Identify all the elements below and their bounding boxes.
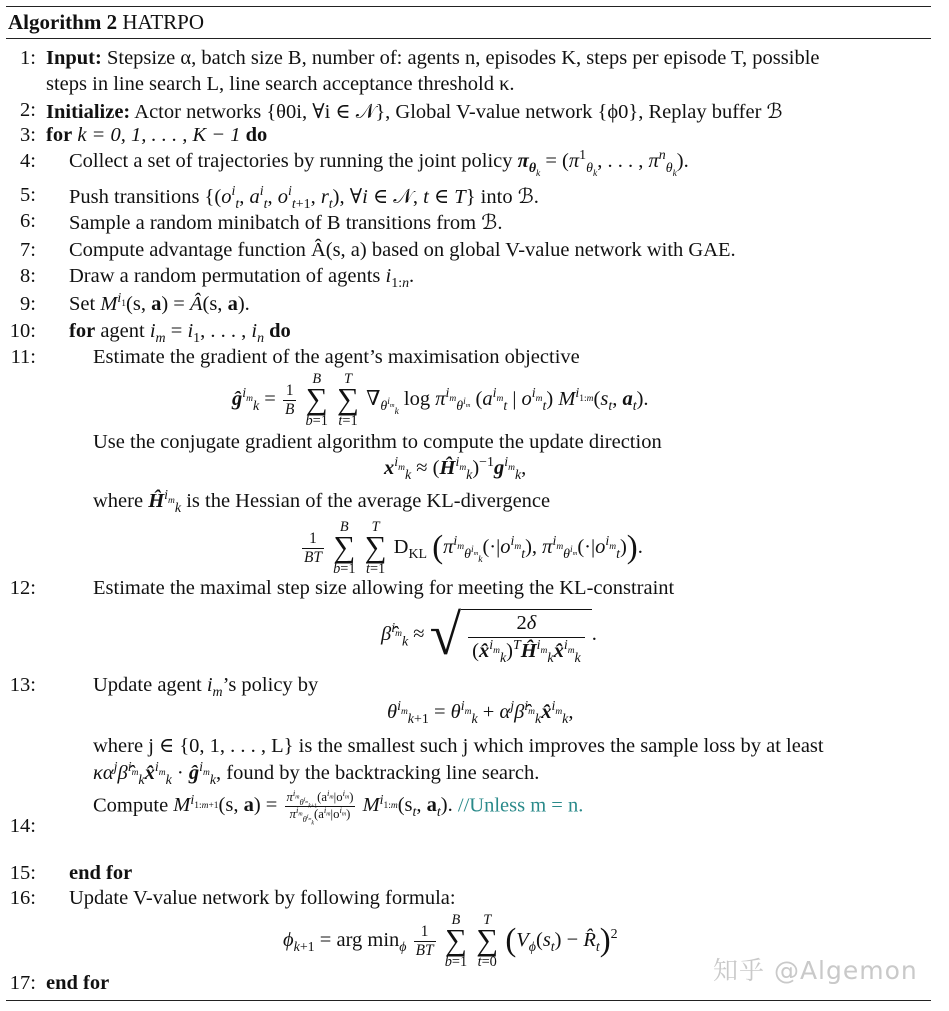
line-2 xyxy=(46,99,783,124)
line-1-cont: steps in line search L, line search acceptance threshold κ. xyxy=(46,73,515,95)
line-12: Estimate the maximal step size allowing for meeting the KL-constraint xyxy=(93,577,675,599)
gradient-equation: $ĝ^{i_m}_k$ = $\frac{1}{B}$ B ∑ b=1 T ∑ t=1 $\nabla_{\theta^{i_m}_k}$ $\log \pi^{i_m}_{\theta^{i_m}}$ ($a^{i_m}_t$ | $o^{i_m}_t$) $M^{i_{1:m}}(s_t$, $a_t$). xyxy=(232,371,649,430)
value-update-equation: $\phi_{k+1}$ = arg $\min_\phi$ $\frac{1}{BT}$ B ∑ b=1 T ∑ t=0 ($V_\phi(s_t)$ − $R̂_t)^2$ xyxy=(283,912,618,971)
do-keyword: do xyxy=(269,320,291,342)
line-number: 2: xyxy=(20,99,36,121)
permutation-subscript: 1:n xyxy=(391,276,410,292)
line-13-cont2 xyxy=(93,760,540,789)
policy-update-equation: $\theta^{i_m}_{k+1} = \theta^{i_m}_k$ + $\alpha^j\betâ^{i_m}_kx̂^{i_m}_k$, xyxy=(387,699,574,728)
line-3 xyxy=(46,124,267,147)
loop-range: k = 0, 1, . . . , K − 1 xyxy=(77,124,241,146)
set-formula: $M^{i_1}(s$, a) = Â(s, a). xyxy=(100,291,250,315)
bottom-rule xyxy=(6,1000,931,1001)
transitions-formula: {($o^i_t$, $a^i_t$, $o^i_{t+1}$, $r_t$), ∀i ∈ 𝒩, t ∈ T} xyxy=(204,184,476,213)
line-number: 6: xyxy=(20,210,36,232)
line-number: 5: xyxy=(20,184,36,206)
line-11-cont2 xyxy=(93,488,551,517)
acceptance-formula: $\kappa\alpha^j\betâ^{i_m}_kx̂^{i_m}_k$ · $ĝ^{i_m}_k$ xyxy=(93,760,216,789)
line-17: end for xyxy=(46,972,110,994)
line-number: 17: xyxy=(9,972,36,994)
line-16: Update V-value network by following formula: xyxy=(69,887,456,909)
line-number: 3: xyxy=(20,124,36,146)
line-number: 13: xyxy=(9,674,36,696)
policy-text: ’s policy by xyxy=(222,674,319,696)
algorithm-name: HATRPO xyxy=(122,10,205,34)
line-7: Compute advantage function Â(s, a) based on global V-value network with GAE. xyxy=(69,239,736,261)
line-6: Sample a random minibatch of B transitions from ℬ. xyxy=(69,212,503,234)
line-number: 8: xyxy=(20,265,36,287)
initialize-keyword: Initialize: xyxy=(46,101,131,123)
title-rule xyxy=(6,38,931,39)
line-number: 16: xyxy=(9,887,36,909)
line-11: Estimate the gradient of the agent’s maximisation objective xyxy=(93,346,580,368)
for-keyword: for xyxy=(69,320,96,342)
push-text: Push transitions xyxy=(69,186,200,208)
line-number: 11: xyxy=(10,346,36,368)
compute-text: Compute xyxy=(93,794,169,817)
line-9 xyxy=(69,293,250,316)
algorithm-label: Algorithm 2 xyxy=(8,10,118,34)
watermark: 知乎 @Algemon xyxy=(713,956,918,985)
collect-text: Collect a set of trajectories by running the joint policy xyxy=(69,150,513,172)
line-number: 9: xyxy=(20,293,36,315)
hessian-symbol: $Ĥ^{i_m}_k$ xyxy=(148,488,182,517)
kl-equation: $\frac{1}{BT}$ B ∑ b=1 T ∑ t=1 $D_{KL}$ ($\pi^{i_m}_{\theta^{i_m}_k}(\cdot|o^{i_m}_t)$, $\pi^{i_m}_{\theta^{i_m}}(\cdot|o^{i_m}_t)$). xyxy=(304,519,643,578)
line-number: 12: xyxy=(9,577,36,599)
line-13-cont1: where j ∈ {0, 1, . . . , L} is the smallest such j which improves the sample loss by at least xyxy=(93,735,824,757)
permutation-text: Draw a random permutation of agents xyxy=(69,265,381,287)
line-8: Draw a random permutation of agents $i_{1:n}$. xyxy=(69,265,415,292)
where-text: where xyxy=(93,490,144,512)
line-13 xyxy=(93,674,319,701)
line-number: 4: xyxy=(20,150,36,172)
line-number: 1: xyxy=(20,47,36,69)
line-number: 15: xyxy=(9,862,36,884)
algorithm-title xyxy=(8,10,204,35)
initialize-text: Actor networks {θ0i, ∀i ∈ 𝒩}, Global V-value network {ϕ0}, Replay buffer ℬ xyxy=(134,101,783,123)
line-4 xyxy=(69,148,689,179)
advantage-update-formula: $M^{i_{1:m+1}}(s$, a) = $\frac{\pi^{i_m}_{\theta^{i_m}_{k+1}}(a^{i_m}|o^{i_m})}{\pi^{i_m}_{\theta^{i_m}_k}(a^{i_m}|o^{i_m})}$ $M^{i_{1:m}}(s_t$, $a_t$). xyxy=(173,787,453,827)
line-number: 14: xyxy=(9,815,36,837)
push-text-end: into ℬ. xyxy=(480,186,539,208)
joint-policy-formula: $\pi_{\theta_k} = (\pi^1_{\theta_k}$, . . . , $\pi^n_{\theta_k}$). xyxy=(517,148,689,179)
agent-text: agent xyxy=(100,320,145,342)
line-11-cont1: Use the conjugate gradient algorithm to compute the update direction xyxy=(93,431,662,453)
line-5 xyxy=(69,184,539,213)
step-size-equation: β̂$^{i_m}_k$ ≈ √ $\frac{2\delta}{(x̂^{i_m}_k)^TĤ^{i_m}_kx̂^{i_m}_k}$ . xyxy=(381,604,597,667)
update-direction-equation: $x^{i_m}_k$ ≈ $(Ĥ^{i_m}_k)^{-1}g^{i_m}_k$, xyxy=(384,455,527,484)
line-number: 10: xyxy=(9,320,36,342)
line-number: 7: xyxy=(20,239,36,261)
top-rule xyxy=(6,6,931,7)
unless-comment: //Unless m = n. xyxy=(457,794,584,817)
update-agent-text: Update agent xyxy=(93,674,202,696)
line-14 xyxy=(93,787,584,827)
line-1 xyxy=(46,47,820,70)
agent-symbol: $i_m$ xyxy=(206,674,223,701)
line-10 xyxy=(69,320,291,347)
do-keyword: do xyxy=(245,124,268,146)
permutation-formula: i xyxy=(385,265,392,287)
line-15: end for xyxy=(69,862,133,884)
set-text: Set xyxy=(69,293,96,315)
agent-range: $i_m = i_1$, . . . , $i_n$ xyxy=(149,320,265,347)
input-keyword: Input: xyxy=(46,47,102,69)
for-keyword: for xyxy=(46,124,73,146)
input-text: Stepsize α, batch size B, number of: agents n, episodes K, steps per episode T, possible xyxy=(106,47,820,69)
backtracking-text: , found by the backtracking line search. xyxy=(216,762,540,784)
hessian-text: is the Hessian of the average KL-divergence xyxy=(186,490,551,512)
